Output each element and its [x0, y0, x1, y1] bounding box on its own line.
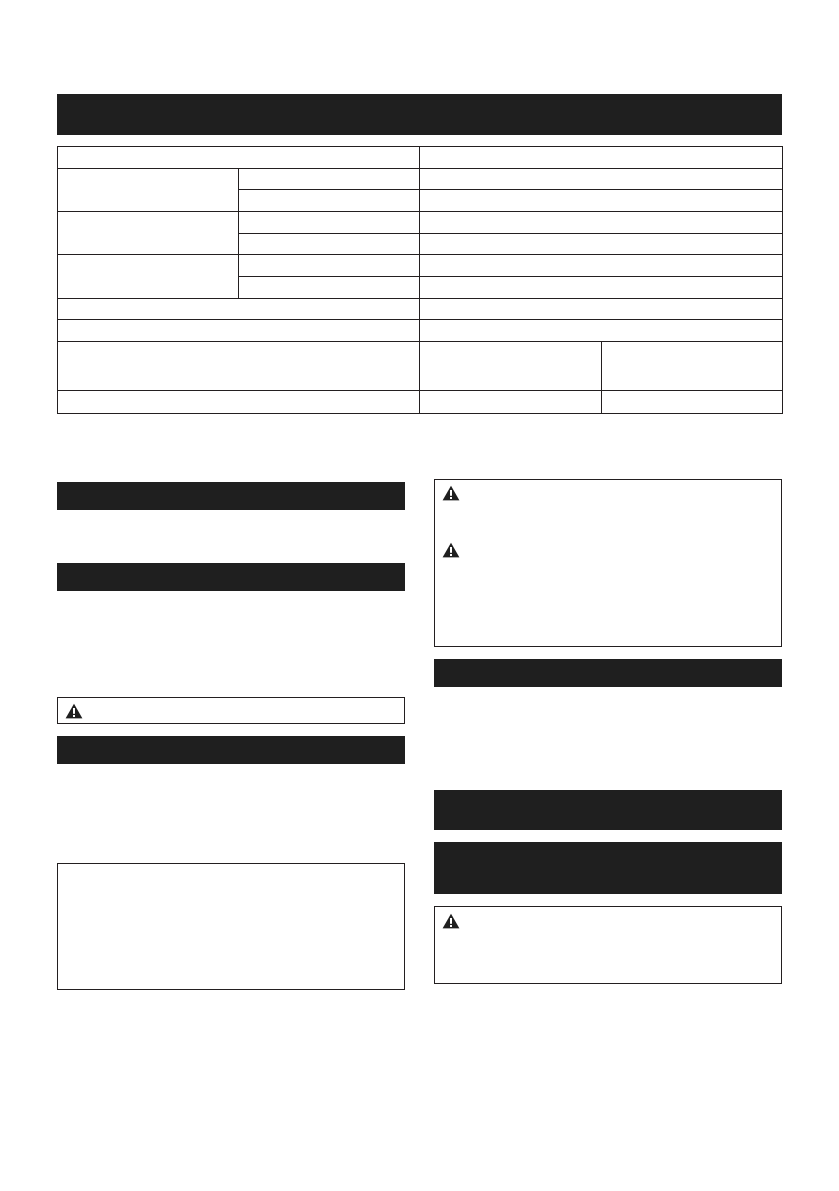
table-cell: [420, 277, 783, 299]
table-row: [58, 169, 783, 190]
table-cell: [239, 190, 420, 212]
table-cell: [239, 255, 420, 277]
table-cell: [239, 169, 420, 190]
note-box: [57, 863, 405, 990]
warning-triangle-icon: [442, 485, 460, 501]
specification-table: [57, 146, 783, 414]
table-row: [58, 147, 783, 169]
table-cell: [602, 391, 783, 414]
table-cell: [239, 234, 420, 255]
table-row: [58, 342, 783, 391]
table-cell: [58, 212, 239, 255]
table-cell: [420, 190, 783, 212]
table-cell: [58, 342, 420, 391]
table-cell: [420, 391, 602, 414]
table-row: [58, 212, 783, 234]
warning-triangle-icon: [442, 542, 460, 558]
table-cell: [58, 255, 239, 299]
table-cell: [420, 299, 783, 320]
table-cell: [602, 342, 783, 391]
section-heading-bar: [57, 482, 405, 510]
table-cell: [420, 147, 783, 169]
table-cell: [239, 212, 420, 234]
warning-triangle-icon: [442, 913, 460, 929]
table-cell: [58, 147, 420, 169]
warning-box: [434, 906, 782, 984]
section-heading-bar: [434, 790, 782, 830]
table-row: [58, 299, 783, 320]
warning-box: [434, 479, 782, 647]
table-cell: [420, 255, 783, 277]
table-cell: [239, 277, 420, 299]
table-cell: [58, 299, 420, 320]
table-cell: [58, 391, 420, 414]
table-row: [58, 255, 783, 277]
warning-triangle-icon: [65, 703, 83, 719]
table-cell: [420, 212, 783, 234]
section-heading-bar: [434, 842, 782, 894]
title-bar: [57, 94, 782, 135]
table-cell: [420, 342, 602, 391]
table-cell: [420, 234, 783, 255]
table-cell: [58, 169, 239, 212]
warning-box: [57, 697, 405, 724]
table-row: [58, 320, 783, 342]
table-cell: [58, 320, 420, 342]
table-cell: [420, 320, 783, 342]
table-row: [58, 391, 783, 414]
section-heading-bar: [434, 659, 782, 687]
section-heading-bar: [57, 736, 405, 764]
table-cell: [420, 169, 783, 190]
section-heading-bar: [57, 563, 405, 591]
